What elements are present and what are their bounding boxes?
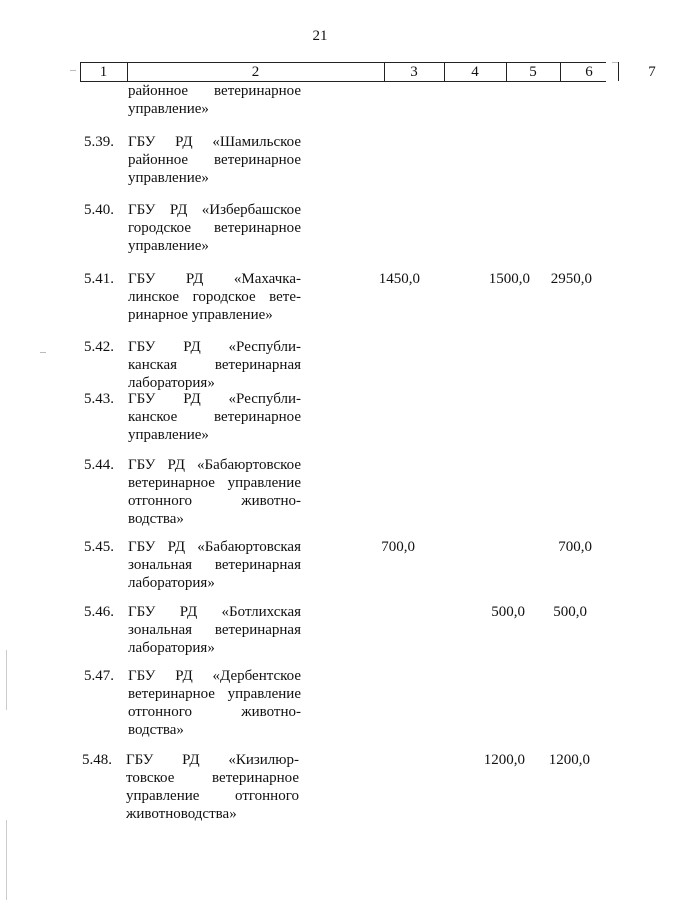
- entity-name: [128, 133, 301, 187]
- entity-name: [126, 751, 299, 823]
- header-divider: [506, 62, 507, 81]
- row-number: 5.45.: [84, 539, 114, 555]
- value-col-6: 500,0: [491, 604, 525, 620]
- name-line: зональная ветеринарная: [128, 557, 301, 573]
- value-col-4: 1450,0: [378, 271, 420, 287]
- name-line: ГБУ РД «Махачка-: [128, 271, 301, 287]
- name-line: управление»: [128, 101, 209, 117]
- name-line: канская ветеринарная: [128, 357, 301, 373]
- name-line: линское городское вете-: [128, 289, 301, 305]
- name-line: водства»: [128, 511, 184, 527]
- header-col-6: 6: [585, 64, 593, 80]
- header-col-3: 3: [410, 64, 418, 80]
- scan-edge-mark: [6, 820, 7, 900]
- entity-name: [128, 456, 301, 528]
- header-col-2: 2: [251, 64, 260, 80]
- value-col-7: 2950,0: [550, 271, 592, 287]
- row-number: 5.48.: [82, 752, 112, 768]
- name-line: зональная ветеринарная: [128, 622, 301, 638]
- header-col-4: 4: [471, 64, 479, 80]
- header-col-1: 1: [99, 64, 108, 80]
- name-line: районное ветеринарное: [128, 83, 301, 99]
- name-line: ГБУ РД «Ботлихская: [128, 604, 301, 620]
- value-col-6: 1500,0: [488, 271, 530, 287]
- value-col-6: 1200,0: [483, 752, 525, 768]
- name-line: ГБУ РД «Шамильское: [128, 134, 301, 150]
- name-line: канское ветеринарное: [128, 409, 301, 425]
- name-line: отгонного животно-: [128, 704, 301, 720]
- entity-name: [128, 82, 301, 118]
- value-col-7: 700,0: [558, 539, 592, 555]
- header-divider: [384, 62, 385, 81]
- header-divider: [560, 62, 561, 81]
- row-number: 5.47.: [84, 668, 114, 684]
- name-line: управление»: [128, 427, 209, 443]
- name-line: управление»: [128, 170, 209, 186]
- name-line: лаборатория»: [128, 640, 215, 656]
- name-line: лаборатория»: [128, 575, 215, 591]
- name-line: товское ветеринарное: [126, 770, 299, 786]
- name-line: ГБУ РД «Республи-: [128, 339, 301, 355]
- name-line: отгонного животно-: [128, 493, 301, 509]
- value-col-7: 1200,0: [548, 752, 590, 768]
- row-number: 5.44.: [84, 457, 114, 473]
- name-line: животноводства»: [126, 806, 237, 822]
- row-number: 5.40.: [84, 202, 114, 218]
- value-col-7: 500,0: [553, 604, 587, 620]
- entity-name: [128, 390, 301, 444]
- name-line: управление отгонного: [126, 788, 299, 804]
- entity-name: [128, 201, 301, 255]
- entity-name: [128, 603, 301, 657]
- row-number: 5.46.: [84, 604, 114, 620]
- name-line: ринарное управление»: [128, 307, 273, 323]
- name-line: ветеринарное управление: [128, 475, 301, 491]
- name-line: ветеринарное управление: [128, 686, 301, 702]
- name-line: водства»: [128, 722, 184, 738]
- header-divider: [80, 62, 81, 81]
- name-line: ГБУ РД «Бабаюртовская: [128, 539, 301, 555]
- name-line: управление»: [128, 238, 209, 254]
- row-number: 5.42.: [84, 339, 114, 355]
- header-col-5: 5: [529, 64, 537, 80]
- entity-name: [128, 270, 301, 324]
- row-number: 5.43.: [84, 391, 114, 407]
- name-line: ГБУ РД «Кизилюр-: [126, 752, 299, 768]
- header-divider: [127, 62, 128, 81]
- value-col-4: 700,0: [381, 539, 415, 555]
- scan-mark: [612, 62, 618, 63]
- header-divider: [618, 62, 619, 81]
- scan-mark: [70, 70, 76, 71]
- name-line: районное ветеринарное: [128, 152, 301, 168]
- scan-edge-mark: [6, 650, 7, 710]
- name-line: лаборатория»: [128, 375, 215, 391]
- row-number: 5.41.: [84, 271, 114, 287]
- row-number: 5.39.: [84, 134, 114, 150]
- name-line: ГБУ РД «Избербашское: [128, 202, 301, 218]
- header-divider: [444, 62, 445, 81]
- name-line: ГБУ РД «Республи-: [128, 391, 301, 407]
- name-line: городское ветеринарное: [128, 220, 301, 236]
- entity-name: [128, 667, 301, 739]
- header-col-7: 7: [648, 64, 656, 80]
- name-line: ГБУ РД «Дербентское: [128, 668, 301, 684]
- entity-name: [128, 538, 301, 592]
- table-header: [80, 62, 656, 82]
- scan-mark: [40, 352, 46, 353]
- page-number: 21: [312, 28, 328, 44]
- entity-name: [128, 338, 301, 392]
- name-line: ГБУ РД «Бабаюртовское: [128, 457, 301, 473]
